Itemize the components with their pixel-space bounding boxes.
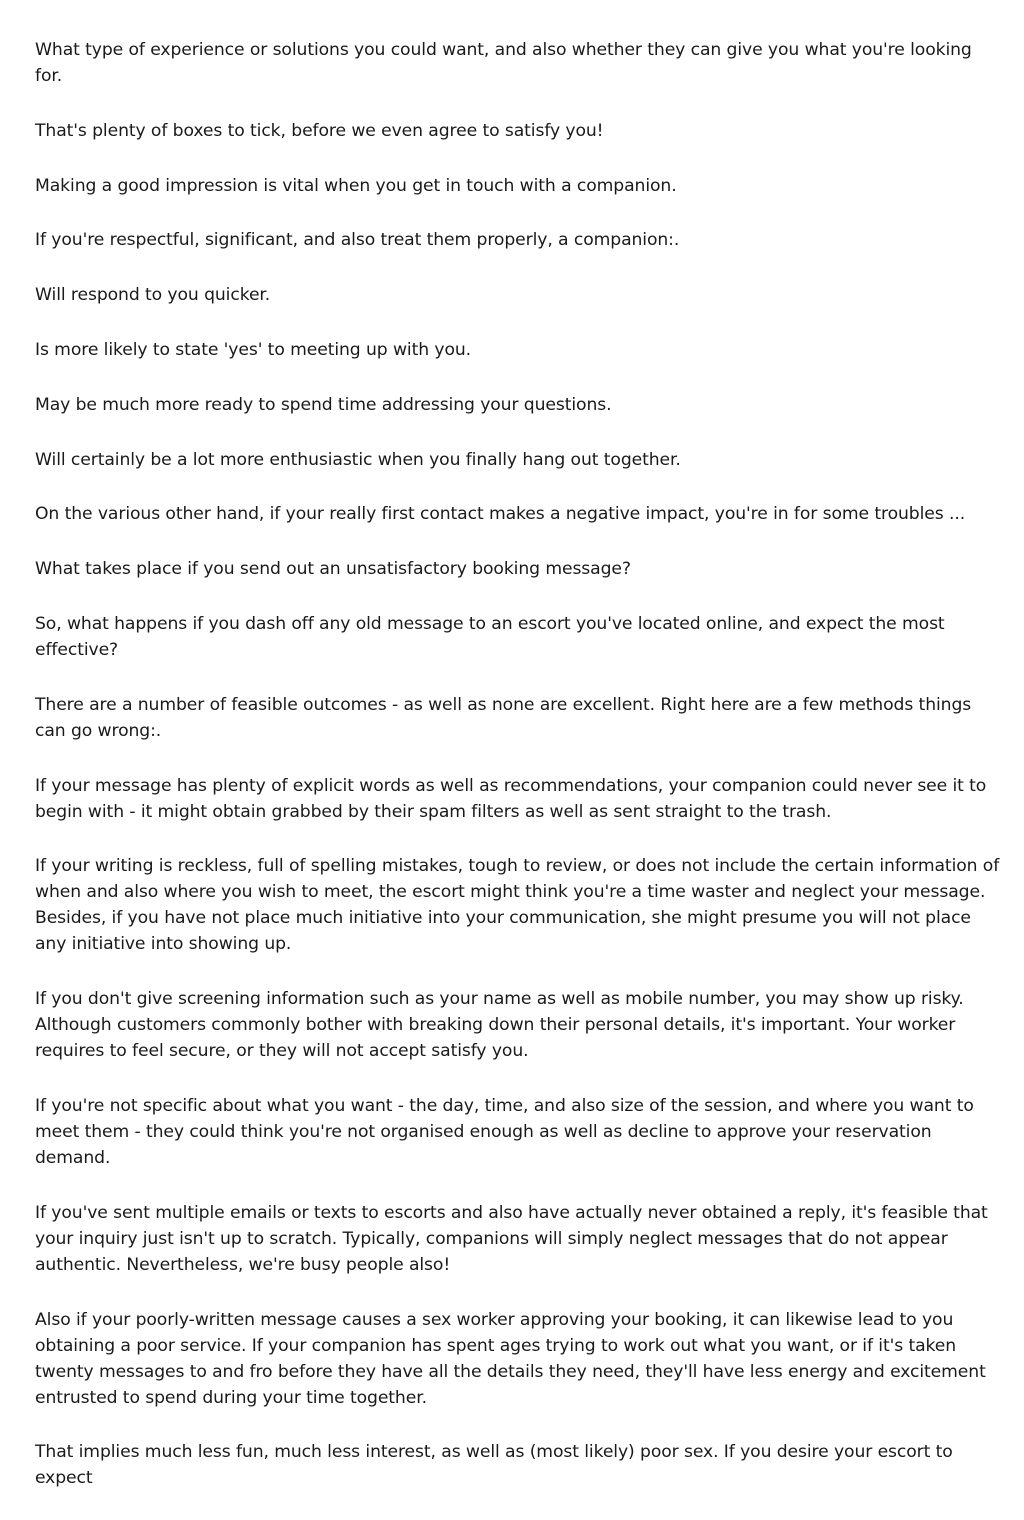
paragraph: If your message has plenty of explicit words as well as recommendations, your companion could never see it to begin with - it might obtain grabbed by their spam filters as well as sent straight to the trash.: [35, 775, 987, 822]
paragraph: Will respond to you quicker.: [35, 285, 271, 306]
paragraph: If you're respectful, significant, and also treat them properly, a companion:.: [35, 230, 680, 251]
article-body: [35, 37, 1000, 1520]
paragraph: That's plenty of boxes to tick, before we even agree to satisfy you!: [35, 120, 604, 141]
paragraph: That implies much less fun, much less interest, as well as (most likely) poor sex. If you desire your escort to expect: [35, 1442, 953, 1489]
paragraph: Is more likely to state 'yes' to meeting up with you.: [35, 339, 472, 360]
paragraph: Also if your poorly-written message causes a sex worker approving your booking, it can likewise lead to you obtaining a poor service. If your companion has spent ages trying to work out what you want, or if it's taken twenty messages to and fro before they have all the details they need, they'll have less energy and excitement entrusted to spend during your time together.: [35, 1309, 986, 1408]
paragraph: So, what happens if you dash off any old message to an escort you've located online, and expect the most effective?: [35, 613, 945, 660]
paragraph: If you don't give screening information such as your name as well as mobile number, you may show up risky. Although customers commonly bother with breaking down their personal details, it's important. Your worker requires to feel secure, or they will not accept satisfy you.: [35, 989, 964, 1062]
paragraph: What type of experience or solutions you could want, and also whether they can give you what you're looking for.: [35, 40, 972, 86]
paragraph: May be much more ready to spend time addressing your questions.: [35, 394, 612, 415]
paragraph: If you're not specific about what you want - the day, time, and also size of the session, and where you want to meet them - they could think you're not organised enough as well as decline to approve your reservation demand.: [35, 1095, 974, 1168]
paragraph: If you've sent multiple emails or texts to escorts and also have actually never obtained a reply, it's feasible that your inquiry just isn't up to scratch. Typically, companions will simply neglect messages that do not appear authentic. Nevertheless, we're busy people also!: [35, 1202, 988, 1275]
paragraph: Will certainly be a lot more enthusiastic when you finally hang out together.: [35, 449, 681, 470]
paragraph: Making a good impression is vital when you get in touch with a companion.: [35, 175, 677, 196]
paragraph: On the various other hand, if your really first contact makes a negative impact, you're in for some troubles ...: [35, 504, 966, 525]
paragraph: What takes place if you send out an unsatisfactory booking message?: [35, 559, 631, 580]
paragraph: If your writing is reckless, full of spelling mistakes, tough to review, or does not include the certain information of when and also where you wish to meet, the escort might think you're a time waster and neglect your message. Besides, if you have not place much initiative into your communication, she might presume you will not place any initiative into showing up.: [35, 856, 1000, 955]
paragraph: There are a number of feasible outcomes - as well as none are excellent. Right here are a few methods things can go wrong:.: [35, 694, 972, 741]
